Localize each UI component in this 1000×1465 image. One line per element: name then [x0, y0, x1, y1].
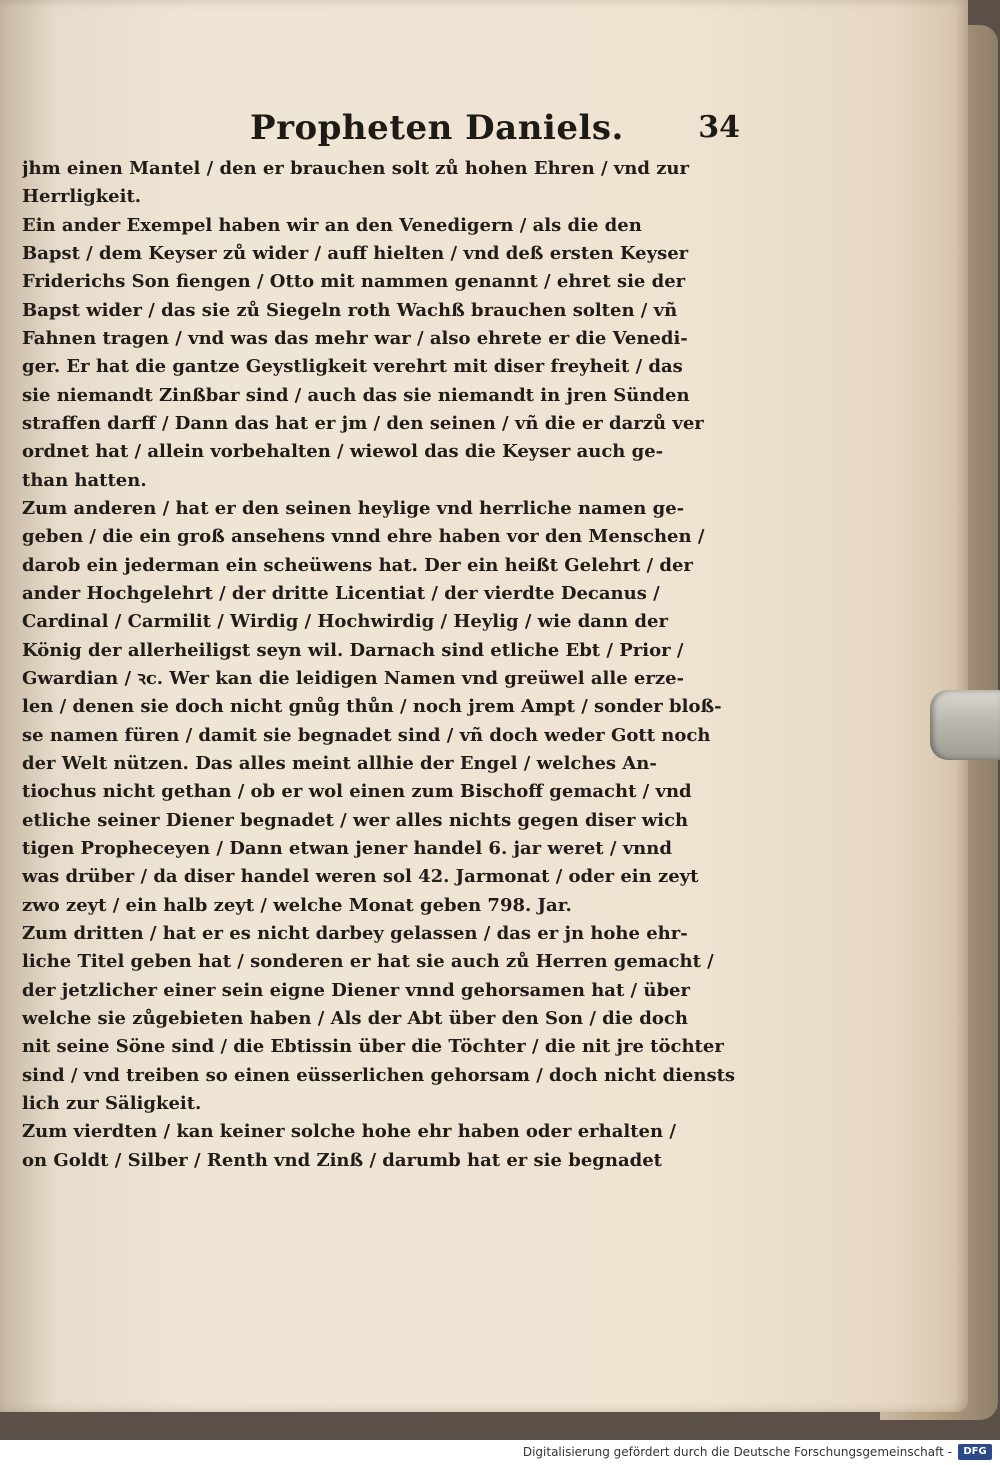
body-text	[22, 155, 742, 1180]
text-line: der Welt nützen. Das alles meint allhie der Engel / welches An-	[22, 753, 657, 774]
page-clip	[930, 690, 1000, 760]
text-line: Bapst wider / das sie zů Siegeln roth Wachß brauchen solten / vñ	[22, 299, 678, 321]
text-line: than hatten.	[22, 469, 147, 491]
text-line: liche Titel geben hat / sonderen er hat sie auch zů Herren gemacht /	[22, 951, 714, 973]
funding-credit: Digitalisierung gefördert durch die Deutsche Forschungsgemeinschaft -	[522, 1445, 952, 1459]
page-number: 34	[698, 110, 740, 145]
page-header	[250, 108, 740, 156]
text-line: Ein ander Exempel haben wir an den Venedigern / als die den	[22, 214, 642, 236]
text-line: welche sie zůgebieten haben / Als der Abt über den Son / die doch	[22, 1008, 688, 1029]
footer-bar	[0, 1440, 1000, 1465]
text-line: geben / die ein groß ansehens vnnd ehre haben vor den Menschen /	[22, 526, 705, 548]
text-line: Cardinal / Carmilit / Wirdig / Hochwirdig / Heylig / wie dann der	[22, 611, 668, 633]
text-line: ger. Er hat die gantze Geystligkeit verehrt mit diser freyheit / das	[22, 356, 683, 378]
text-line: sind / vnd treiben so einen eüsserlichen gehorsam / doch nicht diensts	[22, 1064, 736, 1086]
text-line: Bapst / dem Keyser zů wider / auff hielten / vnd deß ersten Keyser	[22, 243, 689, 264]
text-line: zwo zeyt / ein halb zeyt / welche Monat geben 798. Jar.	[22, 894, 572, 916]
text-line: Zum vierdten / kan keiner solche hohe ehr haben oder erhalten /	[22, 1121, 676, 1143]
text-line: Zum anderen / hat er den seinen heylige vnd herrliche namen ge-	[22, 498, 685, 519]
running-title: Propheten Daniels.	[250, 108, 624, 148]
text-line: was drüber / da diser handel weren sol 42. Jarmonat / oder ein zeyt	[22, 866, 699, 888]
text-line: etliche seiner Diener begnadet / wer alles nichts gegen diser wich	[22, 809, 689, 831]
text-line: lich zur Säligkeit.	[22, 1093, 202, 1114]
text-line: König der allerheiligst seyn wil. Darnach sind etliche Ebt / Prior /	[22, 639, 684, 661]
text-line: straffen darff / Dann das hat er jm / den seinen / vñ die er darzů ver	[22, 413, 704, 434]
text-line: Gwardian / ꝛc. Wer kan die leidigen Namen vnd greüwel alle erze-	[22, 668, 685, 689]
text-line: sie niemandt Zinßbar sind / auch das sie niemandt in jren Sünden	[22, 384, 690, 406]
text-line: Zum dritten / hat er es nicht darbey gelassen / das er jn hohe ehr-	[22, 923, 688, 944]
text-line: nit seine Söne sind / die Ebtissin über die Töchter / die nit jre töchter	[22, 1036, 724, 1058]
text-line: ordnet hat / allein vorbehalten / wiewol das die Keyser auch ge-	[22, 441, 664, 463]
text-line: der jetzlicher einer sein eigne Diener vnnd gehorsamen hat / über	[22, 979, 690, 1001]
text-line: se namen füren / damit sie begnadet sind / vñ doch weder Gott noch	[22, 724, 711, 746]
text-line: on Goldt / Silber / Renth vnd Zinß / darumb hat er sie begnadet	[22, 1149, 662, 1171]
text-line: Herrligkeit.	[22, 186, 142, 208]
text-line: ander Hochgelehrt / der dritte Licentiat / der vierdte Decanus /	[22, 583, 660, 604]
text-line: tiochus nicht gethan / ob er wol einen zum Bischoff gemacht / vnd	[22, 781, 692, 803]
text-line: Fahnen tragen / vnd was das mehr war / also ehrete er die Venedi-	[22, 328, 688, 349]
text-line: tigen Propheceyen / Dann etwan jener handel 6. jar weret / vnnd	[22, 838, 672, 859]
dfg-logo: DFG	[958, 1444, 992, 1460]
text-line: Friderichs Son fiengen / Otto mit nammen genannt / ehret sie der	[22, 271, 686, 293]
text-line: darob ein jederman ein scheüwens hat. Der ein heißt Gelehrt / der	[22, 554, 693, 576]
text-line: jhm einen Mantel / den er brauchen solt zů hohen Ehren / vnd zur	[22, 158, 689, 179]
text-line: len / denen sie doch nicht gnůg thůn / noch jrem Ampt / sonder bloß-	[22, 696, 722, 718]
